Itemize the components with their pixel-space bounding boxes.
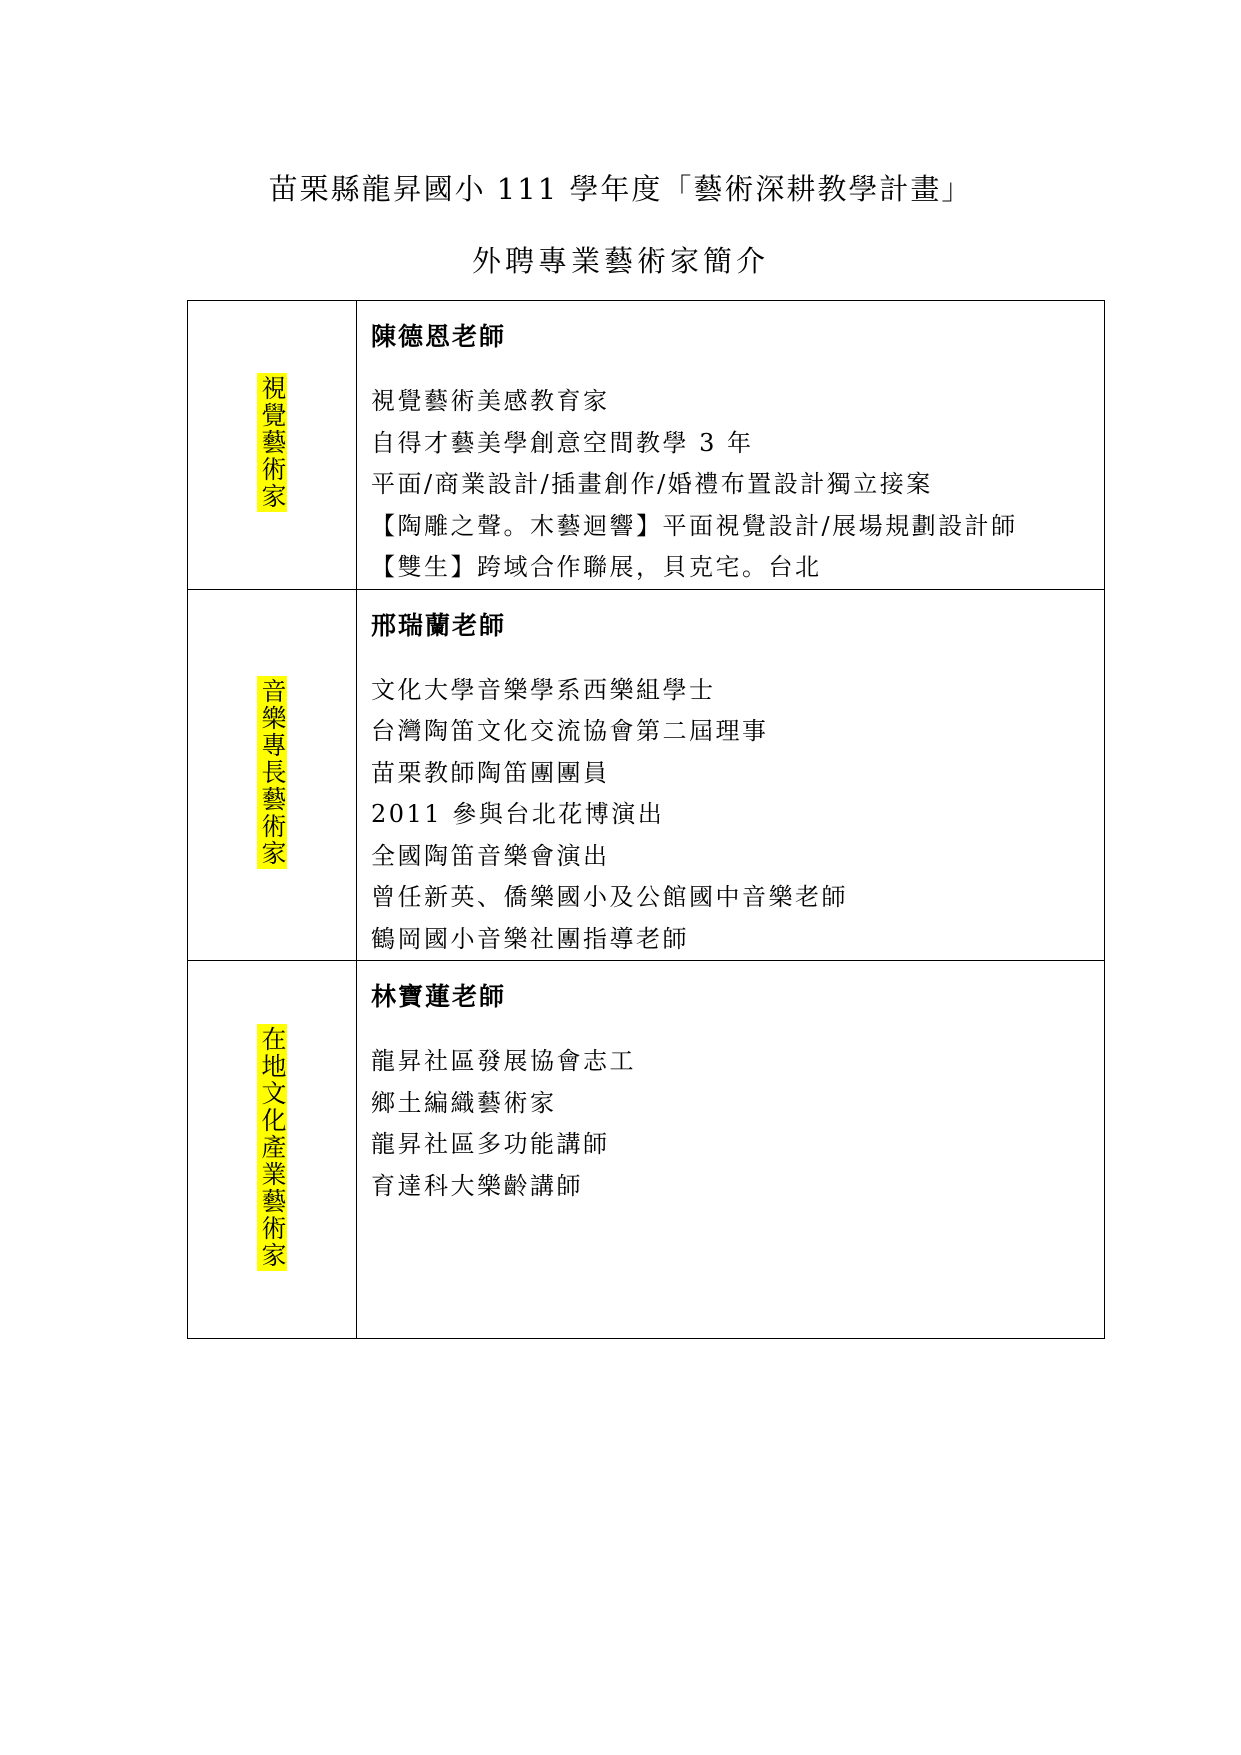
bio-item: 【陶雕之聲。木藝迴響】平面視覺設計/展場規劃設計師: [371, 511, 1018, 540]
bio-list: [371, 670, 1104, 961]
bio-item: 自得才藝美學創意空間教學 3 年: [371, 428, 754, 457]
bio-item: 台灣陶笛文化交流協會第二屆理事: [371, 717, 769, 745]
bio-item: 曾任新英、僑樂國小及公館國中音樂老師: [371, 883, 848, 911]
bio-item: 龍昇社區多功能講師: [371, 1130, 610, 1158]
bio-item: 苗栗教師陶笛團團員: [371, 758, 610, 787]
bio-item: 2011 參與台北花博演出: [371, 800, 665, 828]
artist-info-cell: [357, 589, 1105, 961]
category-cell: [188, 301, 357, 590]
bio-list: [371, 381, 1104, 589]
artist-table: [187, 300, 1105, 1339]
teacher-name: 林寶蓮老師: [371, 982, 507, 1011]
category-cell: [188, 589, 357, 961]
bio-item: 鶴岡國小音樂社團指導老師: [371, 924, 689, 953]
bio-list: [371, 1041, 1104, 1207]
table-row: [188, 589, 1105, 961]
table-row: [188, 961, 1105, 1339]
category-cell: [188, 961, 357, 1339]
bio-item: 平面/商業設計/插畫創作/婚禮布置設計獨立接案: [371, 470, 933, 498]
bio-item: 文化大學音樂學系西樂組學士: [371, 675, 716, 704]
teacher-name: 邢瑞蘭老師: [371, 610, 507, 640]
document-subtitle: 外聘專業藝術家簡介: [471, 244, 769, 278]
teacher-name: 陳德恩老師: [371, 322, 507, 351]
artist-info-cell: [357, 961, 1105, 1339]
table-row: [188, 301, 1105, 590]
bio-item: 育達科大樂齡講師: [371, 1171, 583, 1200]
bio-item: 鄉土編織藝術家: [371, 1088, 557, 1117]
artist-info-cell: [357, 301, 1105, 590]
bio-item: 龍昇社區發展協會志工: [371, 1047, 636, 1075]
bio-item: 視覺藝術美感教育家: [371, 387, 610, 415]
bio-item: 全國陶笛音樂會演出: [371, 841, 610, 870]
category-label: 音樂專長藝術家: [258, 678, 287, 868]
category-label: 在地文化產業藝術家: [258, 1026, 287, 1269]
category-label: 視覺藝術家: [258, 375, 287, 511]
document-title: 苗栗縣龍昇國小 111 學年度「藝術深耕教學計畫」: [268, 172, 973, 206]
bio-item: 【雙生】跨域合作聯展，貝克宅。台北: [371, 553, 822, 581]
